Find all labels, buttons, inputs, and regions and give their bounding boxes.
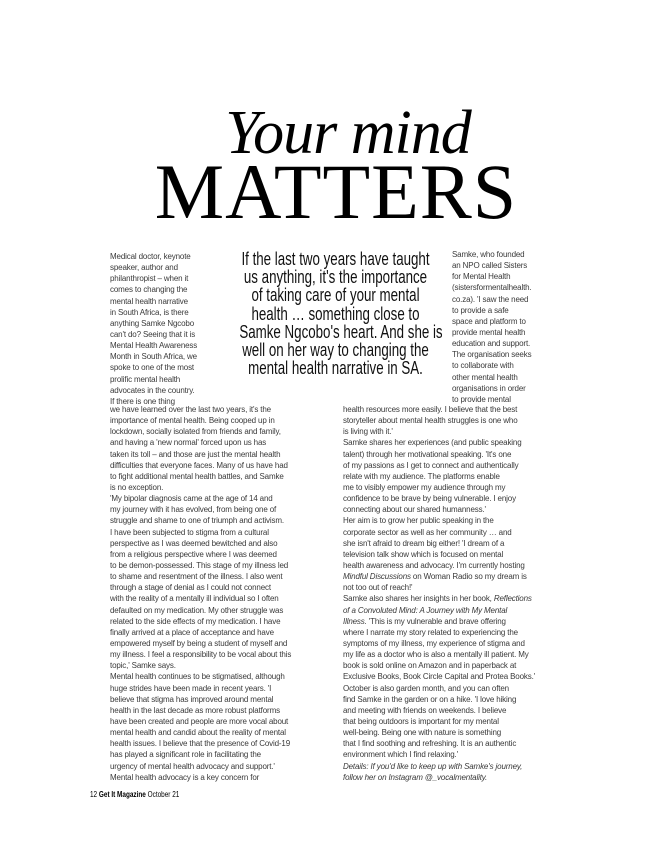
text-line: health issues. I believe that the presence of Covid-19 <box>110 739 291 749</box>
text-line: to provide mental <box>452 394 511 404</box>
text-line <box>343 571 535 582</box>
text-line: related to the side effects of my medication. I have <box>110 616 281 626</box>
text-line: she isn't afraid to dream big either! 'I dream of a <box>343 538 505 548</box>
text-line: environment which I find relaxing.' <box>343 750 459 760</box>
italic-text: follow her on Instagram @_vocalmentality. <box>343 772 488 782</box>
text-line: defaulted on my medication. My other struggle was <box>110 605 284 615</box>
text-segment: 'This is my vulnerable and brave offering <box>366 616 506 626</box>
text-line: me to visibly empower my audience through my <box>343 482 506 492</box>
main-left-column <box>110 404 291 783</box>
text-line: us anything, it's the importance <box>243 266 428 288</box>
text-line: education and support. <box>452 339 531 349</box>
text-line: an NPO called Sisters <box>452 261 528 271</box>
text-line: my journey with it has evolved, from being one of <box>110 505 277 515</box>
text-line: health resources more easily. I believe that the best <box>343 405 518 414</box>
text-line: and meeting with friends on weekends. I believe <box>343 705 507 715</box>
italic-text: Reflections <box>493 594 532 604</box>
text-line <box>343 761 535 772</box>
text-line: well on her way to changing the <box>242 339 429 361</box>
italic-text: Mindful Discussions <box>343 572 411 582</box>
text-line: not too out of reach!' <box>343 583 413 593</box>
text-line: from a religious perspective where I was deemed <box>110 549 277 559</box>
text-line: space and platform to <box>452 316 526 326</box>
text-line: where I narrate my story related to experiencing the <box>343 627 518 637</box>
page-number: 12 <box>90 790 98 799</box>
text-line: television talk show which is focused on mental <box>343 549 504 559</box>
text-line: that I find soothing and refreshing. It is an authentic <box>343 739 517 749</box>
text-line: to be demon-possessed. This stage of my illness led <box>110 560 289 570</box>
text-line: co.za). 'I saw the need <box>452 294 529 304</box>
text-line: comes to changing the <box>110 285 188 295</box>
text-line: organisations in order <box>452 383 526 393</box>
text-line: well-being. Being one with nature is something <box>343 728 502 738</box>
text-line: huge strides have been made in recent years. 'I <box>110 683 272 693</box>
text-line: Samke shares her experiences (and public speaking <box>343 438 522 448</box>
text-segment: on Woman Radio so my dream is <box>410 572 527 582</box>
text-line: struggle and shame to one of triumph and activism. <box>110 516 284 526</box>
text-line: empowered myself by being a student of myself and <box>110 638 288 648</box>
text-line: perspective as I was deemed bewitched and also <box>110 538 278 548</box>
italic-text: Illness. <box>343 616 367 626</box>
text-line: lockdown, socially isolated from friends and family, <box>110 427 281 437</box>
text-line: we have learned over the last two years, it's the <box>110 405 271 414</box>
text-line: Mental health advocacy is a key concern for <box>110 772 260 782</box>
page-footer <box>90 790 179 799</box>
text-line <box>343 616 535 627</box>
italic-text: of a Convoluted Mind: A Journey with My Mental <box>343 605 508 615</box>
text-line: Samke Ngcobo's heart. And she is <box>239 320 443 342</box>
main-right-column <box>343 404 535 783</box>
text-line: prolific mental health <box>110 374 181 384</box>
issue-date: October 21 <box>147 790 180 799</box>
magazine-name: Get It Magazine <box>98 790 146 799</box>
text-line: mental health narrative <box>110 296 188 306</box>
text-line: of taking care of your mental <box>251 284 420 306</box>
text-line: with the reality of a mentally ill individual so I often <box>110 594 279 604</box>
text-line: Her aim is to grow her public speaking in the <box>343 516 494 526</box>
headline-your-mind: Your mind <box>225 99 471 167</box>
text-line: confidence to be brave by being vulnerable. I enjoy <box>343 494 516 504</box>
text-line: has played a significant role in facilitating the <box>110 750 261 760</box>
text-line: mental health and candid about the reality of mental <box>110 728 286 738</box>
text-line: I have been subjected to stigma from a cultural <box>110 527 269 537</box>
pull-quote <box>239 248 443 379</box>
text-line: provide mental health <box>452 327 526 337</box>
text-line: storyteller about mental health struggles is one who <box>343 416 518 426</box>
text-line: spoke to one of the most <box>110 363 195 373</box>
intro-column <box>110 251 197 407</box>
italic-text: Details: If you'd like to keep up with Samke's journey, <box>343 761 523 771</box>
text-line: Mental health continues to be stigmatised, although <box>110 672 285 682</box>
text-line: that being outdoors is important for my mental <box>343 716 499 726</box>
text-line: my life as a doctor who is also a mentally ill patient. My <box>343 650 529 660</box>
text-line: is no exception. <box>110 482 164 492</box>
text-line: talent) through her motivational speaking. 'It's one <box>343 449 512 459</box>
text-line: Exclusive Books, Book Circle Capital and Protea Books.' <box>343 672 536 682</box>
text-line: importance of mental health. Being cooped up in <box>110 416 275 426</box>
text-line: finally arrived at a place of acceptance and have <box>110 627 274 637</box>
text-line: Samke, who founded <box>452 250 525 259</box>
text-line: October is also garden month, and you can often <box>343 683 509 693</box>
text-line: of my passions as I get to connect and authentically <box>343 460 519 470</box>
text-line: relate with my audience. The platforms enable <box>343 471 500 481</box>
text-line: If there is one thing <box>110 396 175 406</box>
text-line: anything Samke Ngcobo <box>110 318 195 328</box>
text-line: through a stage of denial as I could not connect <box>110 583 271 593</box>
text-line: 'My bipolar diagnosis came at the age of 14 and <box>110 494 273 504</box>
text-line: urgency of mental health advocacy and support.' <box>110 761 275 771</box>
text-line: health awareness and advocacy. I'm currently hosting <box>343 560 525 570</box>
text-line: health in the last decade as more robust platforms <box>110 705 280 715</box>
text-line: difficulties that everyone faces. Many of us have had <box>110 460 288 470</box>
text-line: to provide a safe <box>452 305 509 315</box>
text-line: believe that stigma has improved around mental <box>110 694 274 704</box>
text-line: for Mental Health <box>452 272 511 282</box>
text-line: in South Africa, is there <box>110 307 189 317</box>
text-line: and having a 'new normal' forced upon us has <box>110 438 267 448</box>
text-line: can't do? Seeing that it is <box>110 329 196 339</box>
text-line: find Samke in the garden or on a hike. 'I love hiking <box>343 694 517 704</box>
text-line: other mental health <box>452 372 518 382</box>
text-segment: Samke also shares her insights in her book, <box>343 594 494 604</box>
text-line: speaker, author and <box>110 263 178 273</box>
text-line: Month in South Africa, we <box>110 352 197 362</box>
text-line: corporate sector as well as her community … and <box>343 527 512 537</box>
text-line: to shame and resentment of the illness. I also went <box>110 572 283 582</box>
text-line: taken its toll – and those are just the mental health <box>110 449 281 459</box>
text-line: philanthropist – when it <box>110 274 189 284</box>
text-line: Medical doctor, keynote <box>110 252 191 261</box>
text-line <box>343 605 535 616</box>
text-line: to collaborate with <box>452 361 514 371</box>
text-line: have been created and people are more vocal about <box>110 716 289 726</box>
text-line: topic,' Samke says. <box>110 661 176 671</box>
text-line: If the last two years have taught <box>241 248 430 269</box>
right-top-column <box>452 249 532 405</box>
text-line: my illness. I feel a responsibility to be vocal about this <box>110 650 292 660</box>
headline-matters: MATTERS <box>154 148 518 235</box>
text-line: mental health narrative in SA. <box>248 357 423 379</box>
text-line: book is sold online on Amazon and in paperback at <box>343 661 517 671</box>
text-line <box>343 593 535 604</box>
text-line: Mental Health Awareness <box>110 341 198 351</box>
text-line: The organisation seeks <box>452 350 532 360</box>
text-line: advocates in the country. <box>110 385 195 395</box>
text-line: is living with it.' <box>343 427 393 437</box>
text-line: connecting about our shared humanness.' <box>343 505 486 515</box>
text-line: health … something close to <box>251 302 420 324</box>
text-line: symptoms of my illness, my experience of stigma and <box>343 638 525 648</box>
text-line: (sistersformentalhealth. <box>452 283 532 293</box>
text-line: to fight additional mental health battles, and Samke <box>110 471 284 481</box>
text-line <box>343 772 535 783</box>
